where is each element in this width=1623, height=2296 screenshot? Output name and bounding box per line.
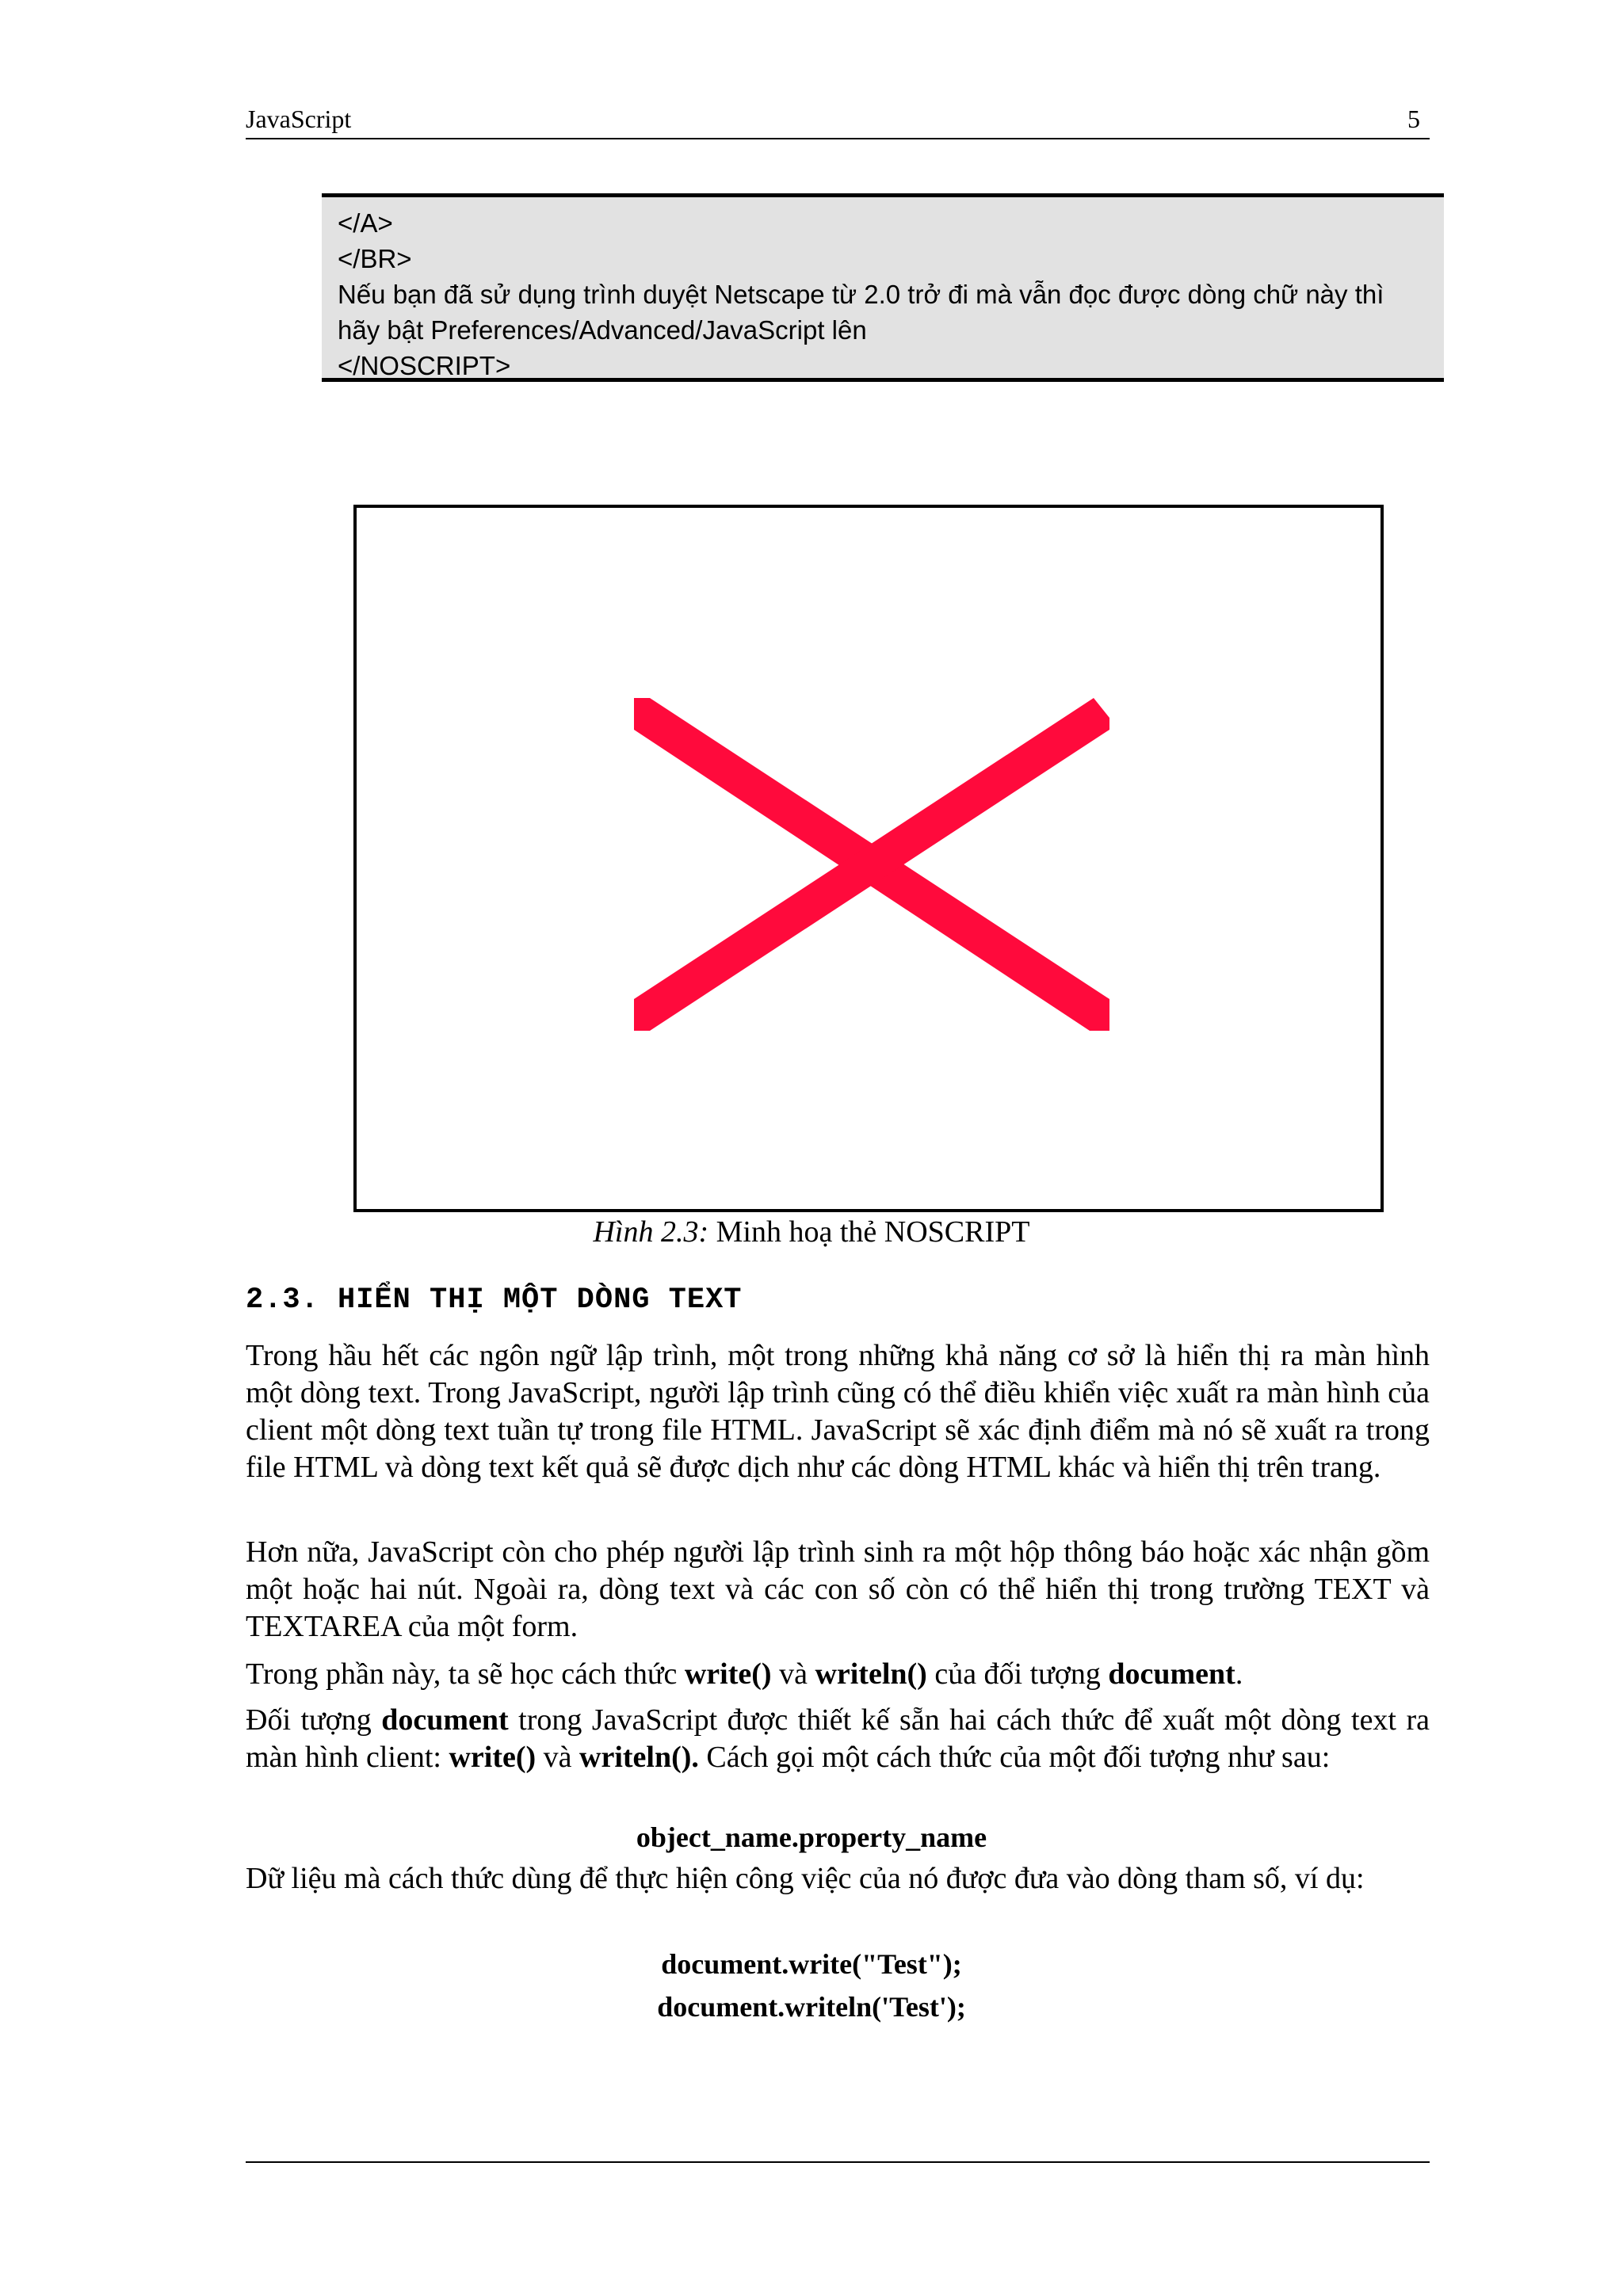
code-term: writeln(). xyxy=(579,1741,699,1774)
section-heading: 2.3. HIỂN THỊ MỘT DÒNG TEXT xyxy=(246,1283,743,1317)
page-header xyxy=(246,101,1430,139)
figure-frame xyxy=(353,505,1384,1212)
code-line: Nếu bạn đã sử dụng trình duyệt Netscape từ 2.0 trở đi mà vẫn đọc được dòng chữ này thì xyxy=(338,280,1384,309)
text-run: trong JavaScript được thiết kế sẵn hai cách thức để xuất một dòng text ra màn hình client: xyxy=(246,1703,1430,1774)
text-run: và xyxy=(771,1657,815,1691)
text-run: Đối tượng xyxy=(246,1703,382,1737)
paragraph: Dữ liệu mà cách thức dùng để thực hiện công việc của nó được đưa vào dòng tham số, ví dụ: xyxy=(246,1862,1365,1895)
code-example: document.write("Test"); xyxy=(661,1948,962,1980)
code-term: writeln() xyxy=(815,1657,927,1691)
header-title: JavaScript xyxy=(246,105,352,133)
text-run: Trong phần này, ta sẽ học cách thức xyxy=(246,1657,685,1691)
caption-text: Minh hoạ thẻ NOSCRIPT xyxy=(708,1215,1030,1249)
code-term: document xyxy=(1108,1657,1235,1691)
footer-rule xyxy=(246,2161,1430,2163)
text-run: của đối tượng xyxy=(926,1657,1109,1691)
code-term: write() xyxy=(449,1741,537,1774)
paragraph: Trong hầu hết các ngôn ngữ lập trình, một trong những khả năng cơ sở là hiển thị ra màn hình một dòng text. Trong JavaScript, người lập trình cũng có thể điều khiển việc xuất ra màn hình của client một dòng text tuần tự trong file HTML. JavaScript sẽ xác định điểm mà nó sẽ xuất ra trong file HTML và dòng text kết quả sẽ được dịch như các dòng HTML khác và hiển thị trên trang. xyxy=(246,1339,1430,1484)
code-line: hãy bật Preferences/Advanced/JavaScript lên xyxy=(338,315,867,345)
page-number: 5 xyxy=(1407,105,1420,133)
text-run: và xyxy=(536,1741,580,1774)
text-run: . xyxy=(1235,1657,1243,1691)
paragraph: Hơn nữa, JavaScript còn cho phép người lập trình sinh ra một hộp thông báo hoặc xác nhận gồm một hoặc hai nút. Ngoài ra, dòng text và các con số còn có thể hiển thị trong trường TEXT và TEXTAREA của một form. xyxy=(246,1535,1430,1643)
code-line: </BR> xyxy=(338,244,412,273)
figure-caption xyxy=(0,1215,1623,1249)
paragraph xyxy=(246,1656,1430,1693)
caption-label: Hình 2.3: xyxy=(593,1215,709,1249)
paragraph xyxy=(246,1702,1430,1776)
text-run: Cách gọi một cách thức của một đối tượng như sau: xyxy=(698,1741,1331,1774)
code-line: </NOSCRIPT> xyxy=(338,351,511,380)
code-line: </A> xyxy=(338,208,393,238)
code-example: document.writeln('Test'); xyxy=(657,1991,966,2023)
code-box xyxy=(322,193,1444,382)
code-term: write() xyxy=(684,1657,772,1691)
red-x-icon xyxy=(634,698,1109,1031)
code-term: document xyxy=(381,1703,509,1737)
syntax-line: object_name.property_name xyxy=(636,1821,987,1853)
